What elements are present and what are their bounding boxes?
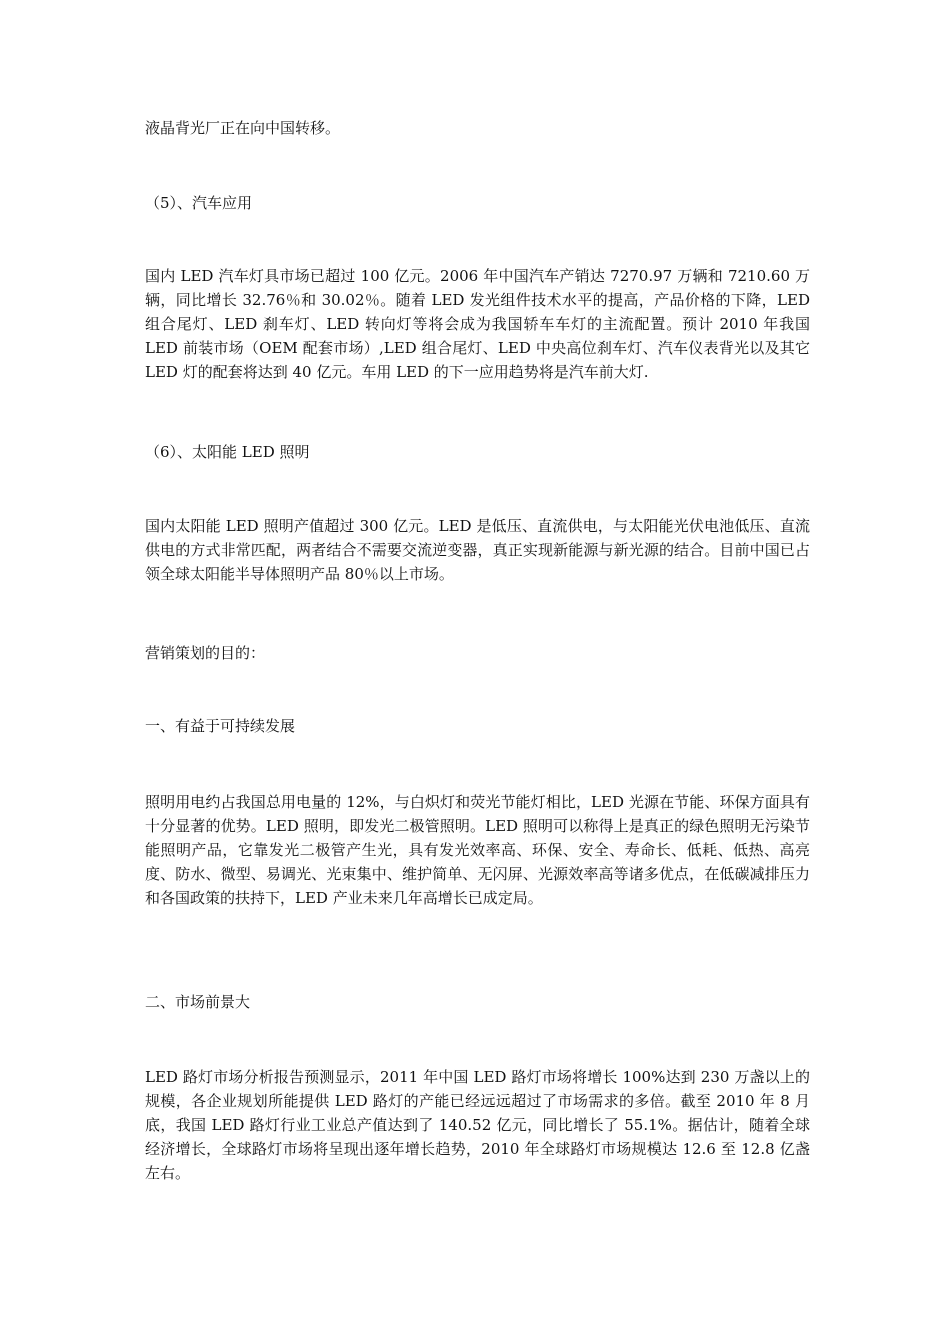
paragraph-sustainable-development: 照明用电约占我国总用电量的 12%，与白炽灯和荧光节能灯相比，LED 光源在节能、环保方面具有十分显著的优势。LED 照明，即发光二极管照明。LED 照明可以称得上是真正的绿色照明无污染节能照明产品，它靠发光二极管产生光，具有发光效率高、环保、安全、寿命长、低耗、低热、高亮度、防水、微型、易调光、光束集中、维护简单、无闪屏、光源效率高等诸多优点，在低碳减排压力和各国政策的扶持下，LED 产业未来几年高增长已成定局。 [145, 793, 810, 907]
paragraph-solar-led: 国内太阳能 LED 照明产值超过 300 亿元。LED 是低压、直流供电，与太阳能光伏电池低压、直流供电的方式非常匹配，两者结合不需要交流逆变器，真正实现新能源与新光源的结合。目前中国已占领全球太阳能半导体照明产品 80％以上市场。 [145, 517, 810, 583]
paragraph-market-prospect: LED 路灯市场分析报告预测显示，2011 年中国 LED 路灯市场将增长 100%达到 230 万盏以上的规模，各企业规划所能提供 LED 路灯的产能已经远远超过了市场需求的多倍。截至 2010 年 8 月底，我国 LED 路灯行业工业总产值达到了 140.52 亿元，同比增长了 55.1%。据估计，随着全球经济增长，全球路灯市场将呈现出逐年增长趋势，2010 年全球路灯市场规模达 12.6 至 12.8 亿盏左右。 [145, 1068, 810, 1182]
heading-market-prospect: 二、市场前景大 [145, 993, 251, 1011]
paragraph-lcd-backlight: 液晶背光厂正在向中国转移。 [145, 119, 341, 137]
paragraph-automotive: 国内 LED 汽车灯具市场已超过 100 亿元。2006 年中国汽车产销达 7270.97 万辆和 7210.60 万辆，同比增长 32.76％和 30.02％。随着 LED 发光组件技术水平的提高，产品价格的下降，LED 组合尾灯、LED 刹车灯、LED 转向灯等将会成为我国轿车车灯的主流配置。预计 2010 年我国 LED 前装市场（OEM 配套市场）,LED 组合尾灯、LED 中央高位刹车灯、汽车仪表背光以及其它 LED 灯的配套将达到 40 亿元。车用 LED 的下一应用趋势将是汽车前大灯. [145, 267, 810, 381]
section-heading-solar-led: （6）、太阳能 LED 照明 [145, 443, 310, 461]
heading-marketing-purpose: 营销策划的目的： [145, 644, 266, 662]
heading-sustainable-development: 一、有益于可持续发展 [145, 717, 296, 735]
section-heading-automotive: （5）、汽车应用 [145, 194, 253, 212]
